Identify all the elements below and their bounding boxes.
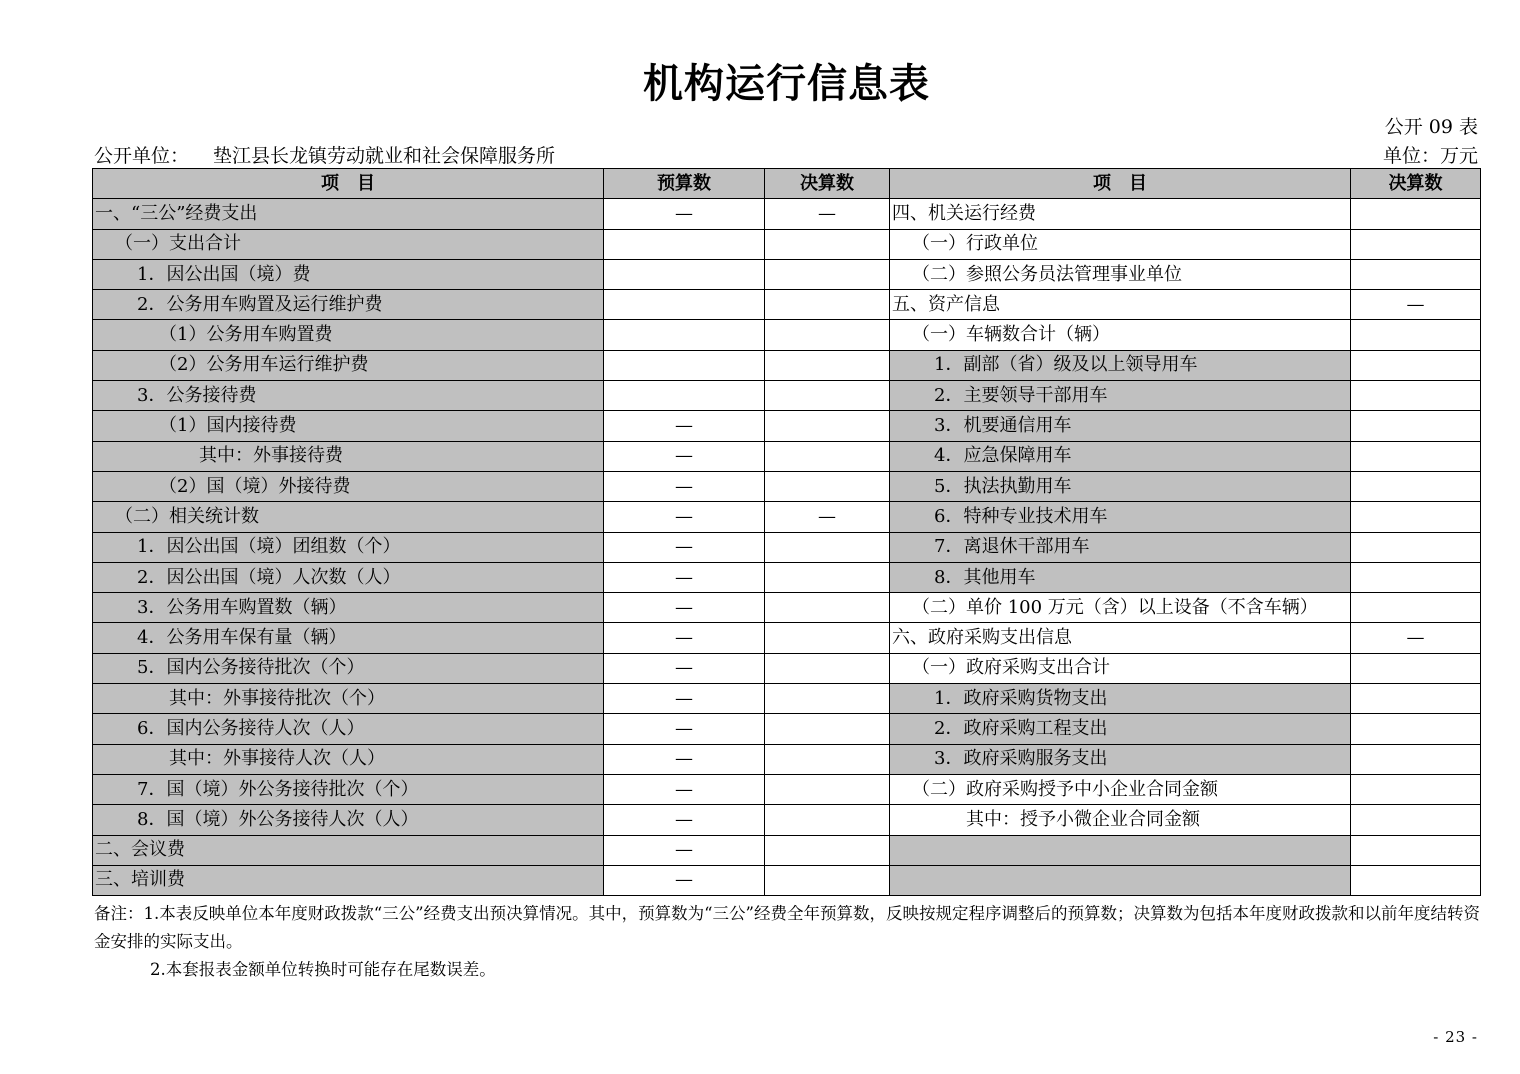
table-row — [93, 774, 1481, 804]
right-item-label: 5．执法执勤用车 — [890, 471, 1351, 501]
unit-name: 垫江县长龙镇劳动就业和社会保障服务所 — [213, 145, 556, 167]
final-right-cell — [1351, 653, 1481, 683]
table-row — [93, 199, 1481, 229]
budget-cell: — — [604, 502, 765, 532]
operation-info-table — [92, 168, 1481, 896]
left-item-label: 7．国（境）外公务接待批次（个） — [93, 774, 604, 804]
budget-cell — [604, 381, 765, 411]
left-item-label: （2）公务用车运行维护费 — [93, 350, 604, 380]
right-item-label: 六、政府采购支出信息 — [890, 623, 1351, 653]
table-row — [93, 259, 1481, 289]
final-left-cell — [765, 774, 890, 804]
left-item-label: 3．公务用车购置数（辆） — [93, 593, 604, 623]
currency-unit: 单位：万元 — [1382, 145, 1478, 167]
table-row — [93, 381, 1481, 411]
budget-cell: — — [604, 865, 765, 895]
final-right-cell — [1351, 411, 1481, 441]
right-item-label: 1．政府采购货物支出 — [890, 684, 1351, 714]
left-item-label: 三、培训费 — [93, 865, 604, 895]
notes — [94, 900, 1480, 984]
budget-cell — [604, 290, 765, 320]
right-item-label: 2．政府采购工程支出 — [890, 714, 1351, 744]
header-final-right: 决算数 — [1351, 169, 1481, 199]
table-header-row — [93, 169, 1481, 199]
final-left-cell — [765, 684, 890, 714]
left-item-label: 其中：外事接待人次（人） — [93, 744, 604, 774]
unit-label: 公开单位： — [94, 145, 190, 167]
header-left-item: 项 目 — [93, 169, 604, 199]
final-left-cell — [765, 805, 890, 835]
table-row — [93, 532, 1481, 562]
table-row — [93, 623, 1481, 653]
page-title: 机构运行信息表 — [643, 60, 930, 107]
budget-cell: — — [604, 441, 765, 471]
budget-cell: — — [604, 835, 765, 865]
left-item-label: 二、会议费 — [93, 835, 604, 865]
final-right-cell — [1351, 684, 1481, 714]
right-item-label: 3．政府采购服务支出 — [890, 744, 1351, 774]
table-row — [93, 411, 1481, 441]
left-item-label: 5．国内公务接待批次（个） — [93, 653, 604, 683]
right-item-label: （二）参照公务员法管理事业单位 — [890, 259, 1351, 289]
final-right-cell — [1351, 381, 1481, 411]
header-budget: 预算数 — [604, 169, 765, 199]
budget-cell: — — [604, 714, 765, 744]
final-right-cell — [1351, 774, 1481, 804]
final-right-cell — [1351, 805, 1481, 835]
right-item-label — [890, 865, 1351, 895]
budget-cell — [604, 350, 765, 380]
final-left-cell — [765, 441, 890, 471]
left-item-label: 1．因公出国（境）费 — [93, 259, 604, 289]
left-item-label: 2．公务用车购置及运行维护费 — [93, 290, 604, 320]
right-item-label: 1．副部（省）级及以上领导用车 — [890, 350, 1351, 380]
final-right-cell — [1351, 714, 1481, 744]
budget-cell: — — [604, 653, 765, 683]
final-left-cell — [765, 593, 890, 623]
note-2: 2.本套报表金额单位转换时可能存在尾数误差。 — [150, 960, 496, 979]
budget-cell — [604, 259, 765, 289]
table-row — [93, 684, 1481, 714]
right-item-label — [890, 835, 1351, 865]
final-right-cell — [1351, 744, 1481, 774]
header-final-left: 决算数 — [765, 169, 890, 199]
right-item-label: 8．其他用车 — [890, 562, 1351, 592]
table-row — [93, 653, 1481, 683]
budget-cell: — — [604, 744, 765, 774]
left-item-label: 6．国内公务接待人次（人） — [93, 714, 604, 744]
final-right-cell — [1351, 259, 1481, 289]
final-left-cell — [765, 714, 890, 744]
budget-cell: — — [604, 623, 765, 653]
left-item-label: （二）相关统计数 — [93, 502, 604, 532]
final-left-cell — [765, 320, 890, 350]
final-right-cell: — — [1351, 623, 1481, 653]
final-right-cell — [1351, 502, 1481, 532]
final-left-cell — [765, 229, 890, 259]
right-item-label: 7．离退休干部用车 — [890, 532, 1351, 562]
reporting-unit — [94, 141, 555, 168]
final-left-cell — [765, 562, 890, 592]
form-number: 公开 09 表 — [1384, 116, 1478, 138]
table-row — [93, 714, 1481, 744]
budget-cell: — — [604, 593, 765, 623]
final-left-cell: — — [765, 199, 890, 229]
final-right-cell — [1351, 229, 1481, 259]
table-row — [93, 350, 1481, 380]
budget-cell: — — [604, 684, 765, 714]
right-item-label: （二）政府采购授予中小企业合同金额 — [890, 774, 1351, 804]
right-item-label: 五、资产信息 — [890, 290, 1351, 320]
budget-cell — [604, 229, 765, 259]
budget-cell — [604, 320, 765, 350]
left-item-label: （2）国（境）外接待费 — [93, 471, 604, 501]
final-left-cell — [765, 381, 890, 411]
table-row — [93, 290, 1481, 320]
note-1: 备注：1.本表反映单位本年度财政拨款“三公”经费支出预决算情况。其中，预算数为“三公”经费全年预算数，反映按规定程序调整后的预算数；决算数为包括本年度财政拨款和以前年度结转资金安排的实际支出。 — [94, 904, 1480, 951]
final-left-cell — [765, 350, 890, 380]
budget-cell: — — [604, 532, 765, 562]
table-row — [93, 805, 1481, 835]
table-row — [93, 593, 1481, 623]
right-item-label: 2．主要领导干部用车 — [890, 381, 1351, 411]
final-right-cell — [1351, 562, 1481, 592]
final-left-cell — [765, 471, 890, 501]
table-row — [93, 320, 1481, 350]
final-left-cell — [765, 623, 890, 653]
left-item-label: 2．因公出国（境）人次数（人） — [93, 562, 604, 592]
budget-cell: — — [604, 774, 765, 804]
right-item-label: 6．特种专业技术用车 — [890, 502, 1351, 532]
final-right-cell: — — [1351, 290, 1481, 320]
final-right-cell — [1351, 350, 1481, 380]
final-right-cell — [1351, 199, 1481, 229]
left-item-label: 1．因公出国（境）团组数（个） — [93, 532, 604, 562]
left-item-label: 其中：外事接待费 — [93, 441, 604, 471]
final-right-cell — [1351, 320, 1481, 350]
table-row — [93, 865, 1481, 895]
table-row — [93, 835, 1481, 865]
budget-cell: — — [604, 199, 765, 229]
budget-cell: — — [604, 562, 765, 592]
final-left-cell — [765, 411, 890, 441]
table-row — [93, 441, 1481, 471]
left-item-label: 其中：外事接待批次（个） — [93, 684, 604, 714]
left-item-label: 3．公务接待费 — [93, 381, 604, 411]
right-item-label: 4．应急保障用车 — [890, 441, 1351, 471]
budget-cell: — — [604, 471, 765, 501]
right-item-label: 其中：授予小微企业合同金额 — [890, 805, 1351, 835]
header-right-item: 项 目 — [890, 169, 1351, 199]
right-item-label: （二）单价 100 万元（含）以上设备（不含车辆） — [890, 593, 1351, 623]
final-left-cell — [765, 259, 890, 289]
right-item-label: 四、机关运行经费 — [890, 199, 1351, 229]
table-row — [93, 744, 1481, 774]
page-number: - 23 - — [1433, 1028, 1478, 1046]
final-left-cell — [765, 835, 890, 865]
final-left-cell — [765, 744, 890, 774]
budget-cell: — — [604, 805, 765, 835]
left-item-label: （一）支出合计 — [93, 229, 604, 259]
final-right-cell — [1351, 865, 1481, 895]
final-left-cell — [765, 290, 890, 320]
right-item-label: （一）车辆数合计（辆） — [890, 320, 1351, 350]
left-item-label: （1）国内接待费 — [93, 411, 604, 441]
final-left-cell — [765, 865, 890, 895]
final-left-cell — [765, 532, 890, 562]
final-right-cell — [1351, 593, 1481, 623]
final-left-cell — [765, 653, 890, 683]
unit-info-row — [94, 141, 1478, 169]
right-item-label: （一）政府采购支出合计 — [890, 653, 1351, 683]
right-item-label: 3．机要通信用车 — [890, 411, 1351, 441]
final-left-cell: — — [765, 502, 890, 532]
left-item-label: 一、“三公”经费支出 — [93, 199, 604, 229]
right-item-label: （一）行政单位 — [890, 229, 1351, 259]
left-item-label: 8．国（境）外公务接待人次（人） — [93, 805, 604, 835]
budget-cell: — — [604, 411, 765, 441]
table-row — [93, 229, 1481, 259]
left-item-label: （1）公务用车购置费 — [93, 320, 604, 350]
final-right-cell — [1351, 835, 1481, 865]
final-right-cell — [1351, 532, 1481, 562]
table-row — [93, 562, 1481, 592]
left-item-label: 4．公务用车保有量（辆） — [93, 623, 604, 653]
table-row — [93, 471, 1481, 501]
final-right-cell — [1351, 471, 1481, 501]
final-right-cell — [1351, 441, 1481, 471]
table-row — [93, 502, 1481, 532]
